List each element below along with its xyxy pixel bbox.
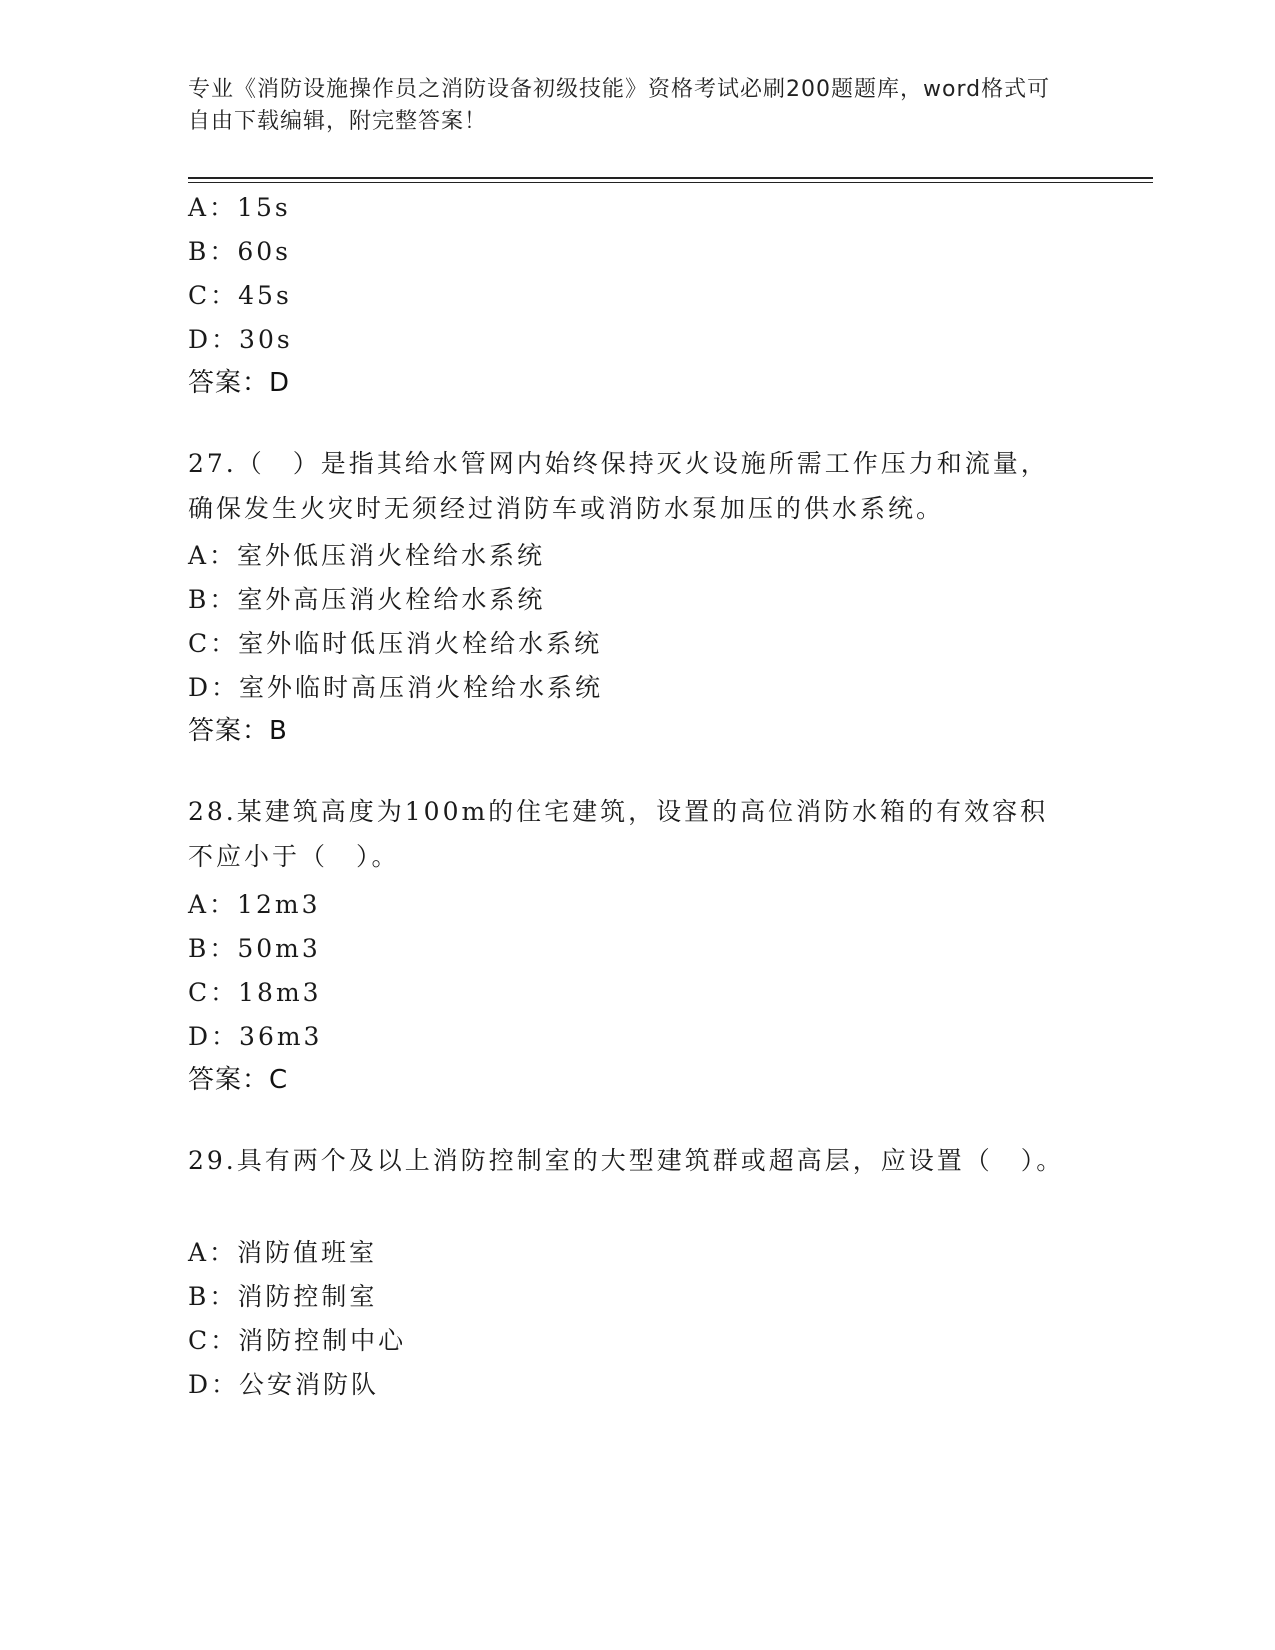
q28-option-c: C：18m3 bbox=[188, 978, 322, 1007]
document-header: 专业《消防设施操作员之消防设备初级技能》资格考试必刷200题题库，word格式可自由下载编辑，附完整答案！ bbox=[188, 77, 1051, 134]
q28-option-a: A：12m3 bbox=[188, 890, 321, 919]
q27-option-a: A：室外低压消火栓给水系统 bbox=[188, 541, 546, 570]
q29-option-b: B：消防控制室 bbox=[188, 1282, 378, 1311]
header-divider-thin bbox=[188, 182, 1153, 183]
q26-option-b: B：60s bbox=[188, 237, 292, 266]
q27-answer: 答案：B bbox=[188, 716, 288, 746]
q27-option-d: D：室外临时高压消火栓给水系统 bbox=[188, 673, 604, 702]
q29-option-a: A：消防值班室 bbox=[188, 1238, 378, 1267]
q27-stem: 27.（ ）是指其给水管网内始终保持灭火设施所需工作压力和流量，确保发生火灾时无须经过消防车或消防水泵加压的供水系统。 bbox=[188, 449, 1049, 523]
header-divider bbox=[188, 177, 1153, 179]
q28-option-b: B：50m3 bbox=[188, 934, 321, 963]
q29-stem: 29.具有两个及以上消防控制室的大型建筑群或超高层，应设置（ ）。 bbox=[188, 1146, 1065, 1175]
q26-answer: 答案：D bbox=[188, 368, 291, 398]
q27-option-b: B：室外高压消火栓给水系统 bbox=[188, 585, 546, 614]
q26-option-a: A：15s bbox=[188, 193, 291, 222]
q28-stem: 28.某建筑高度为100m的住宅建筑，设置的高位消防水箱的有效容积不应小于（ ）。 bbox=[188, 797, 1049, 871]
q27-option-c: C：室外临时低压消火栓给水系统 bbox=[188, 629, 603, 658]
q29-option-d: D：公安消防队 bbox=[188, 1370, 380, 1399]
q28-option-d: D：36m3 bbox=[188, 1022, 323, 1051]
q29-option-c: C：消防控制中心 bbox=[188, 1326, 407, 1355]
q26-option-c: C：45s bbox=[188, 281, 292, 310]
q28-answer: 答案：C bbox=[188, 1065, 289, 1095]
q26-option-d: D：30s bbox=[188, 325, 293, 354]
